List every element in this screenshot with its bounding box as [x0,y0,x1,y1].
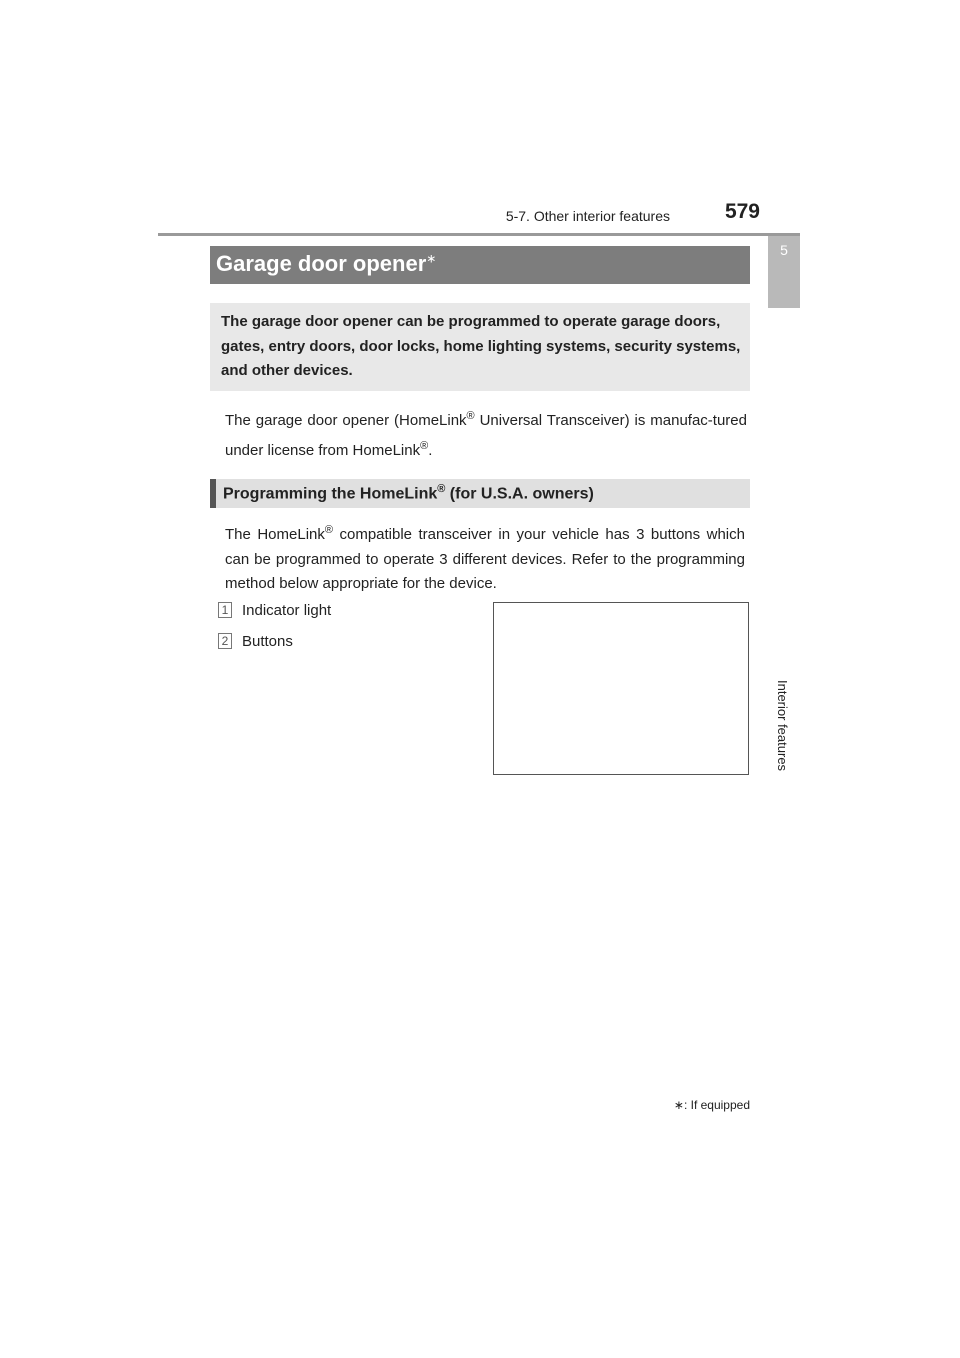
legend-label: Indicator light [242,601,332,619]
page-number: 579 [724,200,760,223]
page-title-text: Garage door opener [216,251,427,276]
subheading-text-1: Programming the HomeLink [223,485,438,503]
header-divider [158,233,800,236]
paragraph-license-text-2: Universal Transceiver) is manufac-tured under license from HomeLink [225,412,747,459]
intro-text: The garage door opener can be programmed to operate garage doors, gates, entry doors, door locks, home lighting systems, security systems, and other devices. [221,313,741,379]
paragraph-transceiver [225,518,745,597]
subheading-accent [210,479,216,508]
equipped-mark: ∗ [673,1098,684,1112]
paragraph-license [225,404,747,463]
callout-number: 2 [218,633,232,649]
registered-mark: ® [420,439,429,452]
equipped-mark: ∗ [426,251,437,266]
footnote-text: : If equipped [683,1098,750,1112]
section-path: 5-7. Other interior features [505,208,670,224]
legend-item-indicator-light [218,600,331,620]
paragraph-license-text-1: The garage door opener (HomeLink [225,412,467,429]
registered-mark: ® [324,524,333,536]
registered-mark: ® [466,410,475,422]
legend-label: Buttons [242,632,293,650]
chapter-tab-number: 5 [780,242,788,258]
paragraph-transceiver-text-2: compatible transceiver in your vehicle has 3 buttons which can be programmed to operate 3 different devices. Refer to the programming method below appropriate for the device. [225,526,745,592]
footnote [600,1098,750,1112]
subheading [223,483,594,503]
paragraph-transceiver-text-1: The HomeLink [225,526,325,543]
chapter-tab-label: Interior features [775,680,790,772]
legend-item-buttons [218,631,293,651]
callout-number: 1 [218,602,232,618]
paragraph-license-text-3: . [428,441,433,459]
page-title [216,251,436,277]
subheading-text-2: (for U.S.A. owners) [445,485,594,503]
registered-mark: ® [437,483,446,495]
illustration-frame [493,602,749,775]
